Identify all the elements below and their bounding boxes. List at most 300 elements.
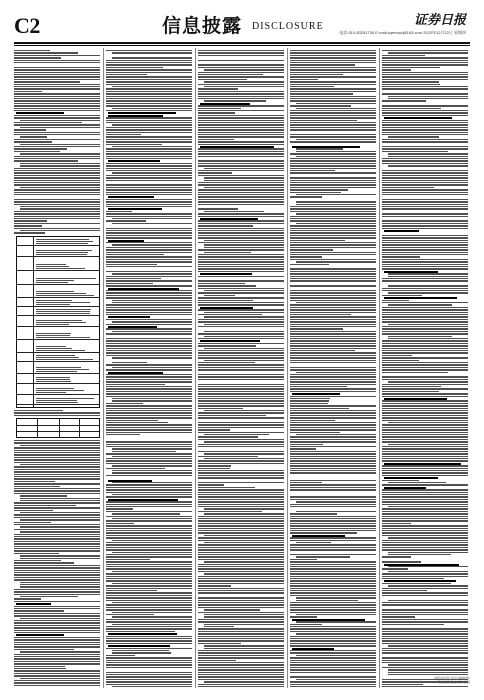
table-cell-text bbox=[36, 243, 88, 244]
text-line bbox=[106, 141, 192, 142]
text-line bbox=[382, 290, 468, 291]
text-line bbox=[290, 424, 376, 425]
text-line bbox=[112, 244, 192, 245]
text-line bbox=[198, 225, 253, 226]
text-line bbox=[112, 172, 192, 173]
text-line bbox=[290, 592, 376, 593]
text-line bbox=[14, 574, 100, 575]
text-line bbox=[382, 309, 468, 310]
text-line bbox=[14, 510, 53, 511]
text-line bbox=[106, 290, 192, 291]
text-line bbox=[382, 295, 422, 296]
text-line bbox=[382, 475, 468, 476]
text-line bbox=[290, 576, 376, 577]
text-line bbox=[14, 625, 100, 626]
text-line bbox=[290, 110, 376, 111]
text-line bbox=[290, 458, 376, 459]
text-line bbox=[106, 506, 192, 507]
text-line bbox=[388, 444, 468, 445]
text-line bbox=[106, 628, 192, 629]
text-line bbox=[198, 285, 256, 286]
text-line bbox=[198, 523, 284, 524]
text-line bbox=[290, 333, 376, 334]
text-line bbox=[382, 386, 441, 387]
text-line bbox=[112, 357, 192, 358]
text-line bbox=[290, 400, 329, 401]
text-line bbox=[296, 148, 343, 149]
text-line bbox=[14, 79, 100, 80]
text-line bbox=[198, 216, 284, 217]
text-line bbox=[290, 168, 376, 169]
text-line bbox=[198, 549, 284, 550]
text-line bbox=[198, 532, 284, 533]
text-line bbox=[290, 91, 376, 92]
table-cell-text bbox=[36, 293, 86, 294]
text-line bbox=[106, 256, 192, 257]
text-line bbox=[382, 494, 468, 495]
text-line bbox=[106, 381, 192, 382]
text-line bbox=[388, 552, 468, 553]
text-line bbox=[382, 345, 468, 346]
text-line bbox=[106, 144, 162, 145]
text-line bbox=[198, 352, 284, 353]
text-line bbox=[198, 501, 284, 502]
table-cell-text bbox=[36, 388, 74, 389]
text-line bbox=[382, 81, 439, 82]
text-line bbox=[382, 501, 468, 502]
text-line bbox=[198, 612, 284, 613]
text-line bbox=[198, 237, 284, 238]
text-line bbox=[198, 415, 266, 416]
text-line bbox=[106, 547, 192, 548]
text-line bbox=[382, 624, 444, 625]
text-line bbox=[290, 585, 376, 586]
text-line bbox=[204, 624, 284, 625]
text-line bbox=[14, 223, 100, 224]
text-line bbox=[388, 338, 468, 339]
text-line bbox=[198, 590, 284, 591]
text-line bbox=[198, 679, 284, 680]
text-line bbox=[106, 643, 192, 644]
text-line bbox=[382, 621, 468, 622]
text-line bbox=[106, 345, 192, 346]
text-line bbox=[382, 393, 468, 394]
text-line bbox=[290, 616, 317, 617]
table-cell-text bbox=[36, 320, 82, 321]
text-line bbox=[290, 182, 376, 183]
text-line bbox=[296, 223, 376, 224]
text-line bbox=[106, 105, 192, 106]
text-line bbox=[20, 230, 100, 231]
text-line bbox=[14, 562, 74, 563]
text-line bbox=[198, 134, 284, 135]
text-line bbox=[106, 216, 192, 217]
text-line bbox=[382, 568, 408, 569]
text-line bbox=[198, 228, 284, 229]
text-line bbox=[198, 667, 284, 668]
text-line bbox=[112, 686, 192, 687]
text-line bbox=[106, 626, 192, 627]
text-line bbox=[290, 172, 376, 173]
text-line bbox=[106, 122, 192, 123]
text-line bbox=[106, 427, 192, 428]
text-line bbox=[290, 506, 376, 507]
text-line bbox=[198, 288, 284, 289]
text-line bbox=[382, 69, 411, 70]
text-line bbox=[112, 108, 192, 109]
text-line bbox=[290, 578, 376, 579]
text-line bbox=[388, 482, 446, 483]
text-line bbox=[14, 608, 100, 609]
text-line bbox=[382, 432, 468, 433]
text-line bbox=[290, 381, 376, 382]
text-line bbox=[198, 384, 284, 385]
text-line bbox=[198, 345, 256, 346]
text-line bbox=[198, 189, 284, 190]
text-line bbox=[198, 314, 262, 315]
text-line bbox=[290, 112, 376, 113]
text-line bbox=[382, 643, 468, 644]
text-line bbox=[106, 446, 192, 447]
text-line bbox=[290, 88, 376, 89]
text-line bbox=[290, 588, 376, 589]
text-line bbox=[106, 508, 133, 509]
text-line bbox=[382, 199, 468, 200]
text-line bbox=[296, 597, 376, 598]
text-line bbox=[20, 582, 100, 583]
text-line bbox=[388, 98, 468, 99]
text-line bbox=[198, 304, 284, 305]
text-line bbox=[290, 79, 318, 80]
text-line bbox=[106, 511, 192, 512]
text-line bbox=[198, 242, 284, 243]
text-line bbox=[382, 578, 444, 579]
text-line bbox=[382, 189, 468, 190]
text-line bbox=[382, 489, 468, 490]
text-line bbox=[290, 218, 376, 219]
text-line bbox=[106, 672, 192, 673]
text-line bbox=[198, 662, 284, 663]
text-line bbox=[198, 74, 263, 75]
text-line bbox=[198, 516, 284, 517]
text-line bbox=[382, 132, 468, 133]
text-line bbox=[14, 156, 100, 157]
text-line bbox=[382, 62, 468, 63]
text-line bbox=[382, 88, 468, 89]
text-line bbox=[198, 604, 284, 605]
text-line bbox=[20, 678, 100, 679]
text-line bbox=[290, 504, 376, 505]
text-line bbox=[198, 182, 284, 183]
text-line bbox=[382, 686, 468, 687]
text-line bbox=[14, 168, 100, 169]
text-line bbox=[296, 261, 376, 262]
text-line bbox=[106, 168, 192, 169]
text-line bbox=[198, 405, 284, 406]
text-line bbox=[290, 398, 330, 399]
text-line bbox=[198, 393, 284, 394]
text-line bbox=[198, 319, 284, 320]
text-line bbox=[106, 84, 192, 85]
text-line bbox=[290, 348, 376, 349]
text-line bbox=[198, 472, 284, 473]
text-line bbox=[106, 295, 192, 296]
text-line bbox=[290, 580, 376, 581]
table-column-divider bbox=[33, 237, 34, 407]
text-line bbox=[382, 511, 468, 512]
text-line bbox=[20, 526, 100, 527]
text-line bbox=[112, 540, 192, 541]
text-line bbox=[106, 417, 192, 418]
text-line bbox=[382, 415, 468, 416]
text-line bbox=[382, 470, 468, 471]
text-line bbox=[112, 552, 192, 553]
text-line bbox=[14, 108, 100, 109]
text-line bbox=[290, 276, 376, 277]
text-line bbox=[382, 307, 468, 308]
text-line bbox=[106, 333, 192, 334]
text-line bbox=[290, 441, 376, 442]
text-line bbox=[290, 451, 376, 452]
text-line bbox=[382, 244, 468, 245]
text-line bbox=[290, 211, 376, 212]
text-line bbox=[106, 566, 192, 567]
text-line bbox=[14, 493, 100, 494]
text-line bbox=[290, 62, 376, 63]
text-line bbox=[290, 338, 376, 339]
text-line bbox=[290, 499, 376, 500]
text-line bbox=[106, 228, 192, 229]
text-line bbox=[106, 297, 192, 298]
text-line bbox=[14, 232, 45, 233]
text-line bbox=[14, 74, 100, 75]
text-line bbox=[388, 381, 468, 382]
text-line bbox=[14, 546, 100, 547]
text-line bbox=[198, 477, 284, 478]
text-line bbox=[382, 50, 468, 51]
text-line bbox=[20, 120, 100, 121]
text-line bbox=[112, 513, 180, 514]
text-line bbox=[382, 609, 468, 610]
text-line bbox=[14, 613, 100, 614]
text-line bbox=[106, 340, 192, 341]
text-line bbox=[112, 602, 192, 603]
text-line bbox=[290, 554, 376, 555]
text-line bbox=[106, 235, 192, 236]
text-line bbox=[106, 604, 192, 605]
text-line bbox=[106, 338, 192, 339]
text-line bbox=[382, 448, 468, 449]
text-line bbox=[382, 228, 468, 229]
text-line bbox=[382, 237, 468, 238]
text-line bbox=[290, 590, 376, 591]
text-line bbox=[290, 228, 376, 229]
text-line bbox=[106, 657, 192, 658]
text-line bbox=[290, 540, 376, 541]
text-line bbox=[382, 504, 468, 505]
text-line bbox=[382, 451, 468, 452]
text-line bbox=[106, 369, 192, 370]
text-line bbox=[198, 136, 284, 137]
text-line bbox=[198, 580, 284, 581]
text-line bbox=[198, 88, 238, 89]
text-line bbox=[106, 640, 192, 641]
text-line bbox=[14, 622, 100, 623]
text-line bbox=[290, 134, 376, 135]
text-line bbox=[290, 376, 376, 377]
text-line bbox=[290, 100, 376, 101]
text-line bbox=[198, 664, 284, 665]
text-line bbox=[198, 350, 284, 351]
text-line bbox=[382, 79, 468, 80]
text-line bbox=[290, 448, 316, 449]
text-line bbox=[198, 566, 284, 567]
text-line bbox=[382, 261, 468, 262]
text-line bbox=[106, 180, 192, 181]
text-line bbox=[290, 247, 376, 248]
text-line bbox=[106, 487, 192, 488]
text-line bbox=[14, 204, 100, 205]
table-cell-text bbox=[36, 264, 66, 265]
text-line bbox=[382, 184, 468, 185]
text-line bbox=[106, 679, 192, 680]
text-line bbox=[382, 108, 441, 109]
text-line bbox=[14, 148, 67, 149]
text-line bbox=[106, 415, 192, 416]
text-line bbox=[198, 369, 284, 370]
text-line bbox=[382, 369, 468, 370]
table-column-divider bbox=[79, 419, 80, 437]
text-line bbox=[106, 62, 192, 63]
text-line bbox=[106, 165, 192, 166]
text-line bbox=[382, 530, 468, 531]
text-line bbox=[106, 516, 192, 517]
text-line bbox=[382, 134, 468, 135]
text-line bbox=[290, 326, 376, 327]
text-line bbox=[14, 141, 52, 142]
text-line bbox=[106, 384, 165, 385]
text-line bbox=[290, 220, 376, 221]
text-line bbox=[382, 532, 468, 533]
text-line bbox=[382, 650, 468, 651]
text-line bbox=[290, 664, 376, 665]
text-line bbox=[382, 556, 411, 557]
text-line bbox=[290, 93, 353, 94]
text-line bbox=[382, 619, 468, 620]
text-line bbox=[14, 457, 100, 458]
text-line bbox=[198, 602, 284, 603]
text-line bbox=[198, 302, 284, 303]
text-line bbox=[198, 619, 284, 620]
text-line bbox=[290, 67, 376, 68]
text-line bbox=[14, 86, 100, 87]
text-line bbox=[14, 534, 100, 535]
text-line bbox=[290, 314, 351, 315]
text-line bbox=[382, 400, 468, 401]
text-line bbox=[14, 450, 100, 451]
text-line bbox=[112, 482, 192, 483]
text-line bbox=[290, 84, 376, 85]
text-line bbox=[382, 302, 468, 303]
text-line bbox=[296, 302, 376, 303]
text-line bbox=[382, 139, 468, 140]
text-line bbox=[290, 254, 376, 255]
text-line bbox=[382, 403, 468, 404]
text-line bbox=[388, 537, 468, 538]
text-line bbox=[382, 684, 423, 685]
text-line bbox=[290, 374, 376, 375]
text-line bbox=[290, 264, 329, 265]
text-line bbox=[204, 609, 260, 610]
text-line bbox=[198, 235, 284, 236]
text-line bbox=[198, 343, 284, 344]
text-line bbox=[198, 84, 284, 85]
text-line bbox=[106, 468, 165, 469]
text-line bbox=[198, 638, 284, 639]
text-line bbox=[14, 682, 100, 683]
text-line bbox=[290, 602, 376, 603]
text-line bbox=[106, 660, 192, 661]
text-line bbox=[198, 196, 284, 197]
table-row-rule bbox=[17, 245, 99, 246]
text-line bbox=[204, 508, 284, 509]
text-line bbox=[198, 482, 284, 483]
text-line bbox=[290, 463, 376, 464]
text-line bbox=[382, 252, 468, 253]
text-line bbox=[290, 396, 376, 397]
text-line bbox=[204, 211, 264, 212]
text-line bbox=[382, 352, 468, 353]
text-line bbox=[14, 442, 100, 443]
text-line bbox=[14, 88, 100, 89]
table-cell-text bbox=[36, 309, 91, 310]
text-line bbox=[14, 175, 100, 176]
text-line bbox=[204, 410, 284, 411]
text-line bbox=[382, 427, 468, 428]
text-line bbox=[382, 268, 468, 269]
text-line bbox=[198, 540, 284, 541]
text-line bbox=[106, 504, 192, 505]
text-line bbox=[14, 490, 100, 491]
text-line bbox=[198, 506, 284, 507]
text-line bbox=[106, 655, 135, 656]
text-line bbox=[106, 156, 192, 157]
text-line bbox=[14, 543, 100, 544]
text-line bbox=[198, 379, 284, 380]
text-line bbox=[290, 439, 376, 440]
text-line bbox=[290, 446, 376, 447]
text-line bbox=[198, 321, 284, 322]
text-line bbox=[382, 220, 468, 221]
text-line bbox=[198, 144, 284, 145]
text-line bbox=[106, 93, 192, 94]
text-line bbox=[14, 93, 100, 94]
text-line bbox=[290, 657, 376, 658]
text-line bbox=[106, 523, 134, 524]
text-line bbox=[14, 666, 65, 667]
text-line bbox=[290, 681, 376, 682]
text-line bbox=[296, 151, 376, 152]
text-line bbox=[106, 396, 192, 397]
text-line bbox=[14, 103, 100, 104]
text-line bbox=[198, 120, 284, 121]
text-line bbox=[14, 538, 100, 539]
text-line bbox=[290, 444, 323, 445]
text-line bbox=[198, 153, 284, 154]
text-line bbox=[290, 379, 376, 380]
text-line bbox=[14, 177, 100, 178]
text-line bbox=[290, 350, 355, 351]
